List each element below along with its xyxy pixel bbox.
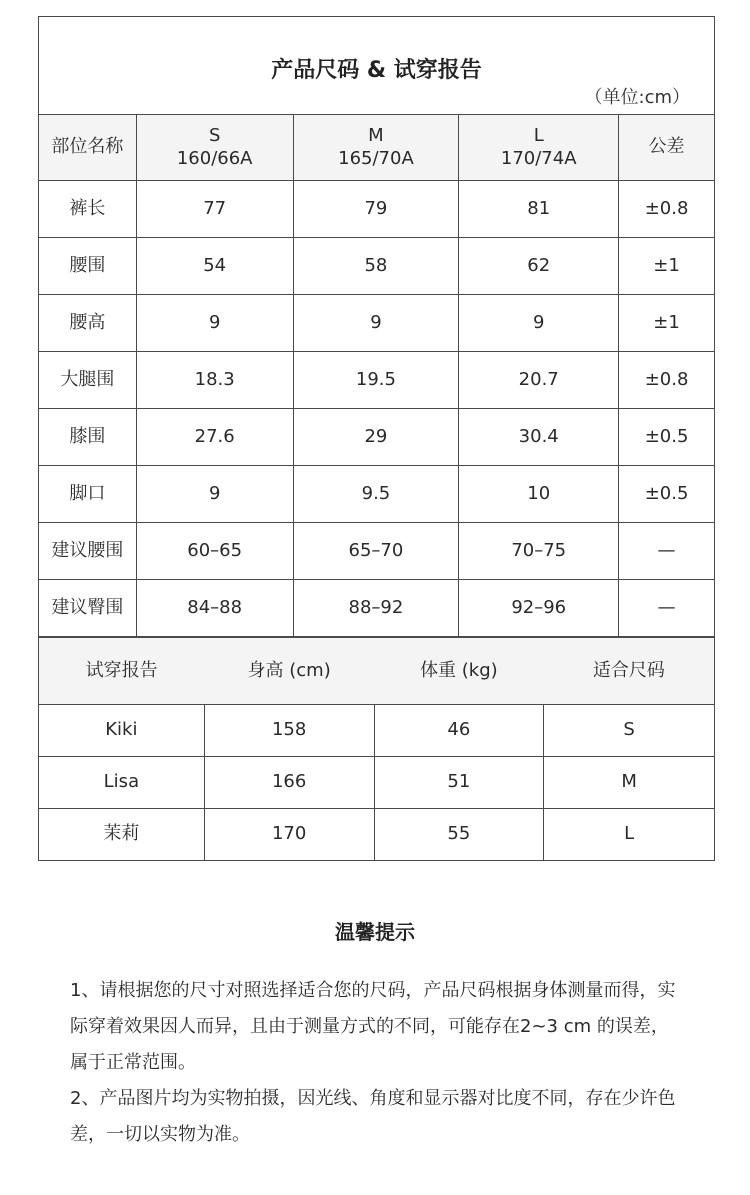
table-cell: 9 xyxy=(293,295,459,352)
table-row xyxy=(39,580,715,637)
table-cell: — xyxy=(619,523,715,580)
table-cell: ±0.8 xyxy=(619,181,715,238)
table-cell: 62 xyxy=(459,238,619,295)
measure-name-cell: 建议臀围 xyxy=(39,580,137,637)
size-header-cell xyxy=(136,115,293,181)
table-cell: 51 xyxy=(374,757,544,809)
measure-name-cell: 膝围 xyxy=(39,409,137,466)
size-header-cell xyxy=(293,115,459,181)
tips-text xyxy=(70,973,684,1153)
table-cell: L xyxy=(544,809,715,861)
size-header-label: L xyxy=(533,125,544,146)
table-cell: 茉莉 xyxy=(39,809,205,861)
table-cell: ±1 xyxy=(619,238,715,295)
size-header-cell xyxy=(459,115,619,181)
table-cell: 65–70 xyxy=(293,523,459,580)
table-cell: 46 xyxy=(374,705,544,757)
table-cell: Lisa xyxy=(39,757,205,809)
tip-item-2: 2、产品图片均为实物拍摄，因光线、角度和显示器对比度不同，存在少许色差，一切以实物为准。 xyxy=(70,1088,676,1145)
size-header-label: 公差 xyxy=(648,136,685,158)
table-cell: 60–65 xyxy=(136,523,293,580)
measure-name-cell: 腰高 xyxy=(39,295,137,352)
table-cell: 84–88 xyxy=(136,580,293,637)
table-cell: 10 xyxy=(459,466,619,523)
tip-item-1: 1、请根据您的尺寸对照选择适合您的尺码，产品尺码根据身体测量而得，实际穿着效果因人而异，且由于测量方式的不同，可能存在2~3 cm 的误差，属于正常范围。 xyxy=(70,980,676,1073)
unit-label: （单位:cm） xyxy=(584,87,690,108)
table-cell: Kiki xyxy=(39,705,205,757)
table-cell: 55 xyxy=(374,809,544,861)
table-cell: 30.4 xyxy=(459,409,619,466)
table-row xyxy=(39,523,715,580)
table-cell: 9 xyxy=(136,295,293,352)
table-cell: M xyxy=(544,757,715,809)
table-cell: 88–92 xyxy=(293,580,459,637)
table-cell: S xyxy=(544,705,715,757)
size-chart-frame xyxy=(38,16,715,861)
table-cell: ±1 xyxy=(619,295,715,352)
table-row xyxy=(39,809,715,861)
size-header-spec: 160/66A xyxy=(176,147,253,169)
table-cell: 58 xyxy=(293,238,459,295)
table-cell: 9 xyxy=(459,295,619,352)
size-header-cell xyxy=(39,115,137,181)
size-header-label: 部位名称 xyxy=(51,136,124,158)
table-row xyxy=(39,757,715,809)
table-row xyxy=(39,352,715,409)
table-cell: ±0.5 xyxy=(619,409,715,466)
measure-name-cell: 脚口 xyxy=(39,466,137,523)
size-header-row xyxy=(39,115,715,181)
table-cell: 54 xyxy=(136,238,293,295)
table-cell: 9 xyxy=(136,466,293,523)
table-cell: 70–75 xyxy=(459,523,619,580)
table-cell: 77 xyxy=(136,181,293,238)
table-cell: — xyxy=(619,580,715,637)
tips-title: 温馨提示 xyxy=(335,920,415,944)
chart-title: 产品尺码 & 试穿报告 xyxy=(271,58,482,83)
table-row xyxy=(39,238,715,295)
table-cell: 81 xyxy=(459,181,619,238)
measure-name-cell: 建议腰围 xyxy=(39,523,137,580)
trial-table xyxy=(38,637,715,861)
table-cell: 158 xyxy=(204,705,374,757)
table-cell: 29 xyxy=(293,409,459,466)
table-cell: ±0.8 xyxy=(619,352,715,409)
table-row xyxy=(39,181,715,238)
table-row xyxy=(39,295,715,352)
table-cell: 19.5 xyxy=(293,352,459,409)
trial-header-cell: 试穿报告 xyxy=(39,638,205,705)
table-cell: 170 xyxy=(204,809,374,861)
table-cell: 92–96 xyxy=(459,580,619,637)
size-header-label: S xyxy=(208,125,221,146)
size-header-spec: 165/70A xyxy=(338,147,414,169)
size-header-spec: 170/74A xyxy=(500,147,577,169)
measure-name-cell: 腰围 xyxy=(39,238,137,295)
table-cell: ±0.5 xyxy=(619,466,715,523)
table-cell: 79 xyxy=(293,181,459,238)
table-cell: 9.5 xyxy=(293,466,459,523)
table-cell: 166 xyxy=(204,757,374,809)
size-table xyxy=(38,114,715,637)
table-cell: 20.7 xyxy=(459,352,619,409)
trial-header-cell: 身高 (cm) xyxy=(204,638,374,705)
measure-name-cell: 裤长 xyxy=(39,181,137,238)
table-row xyxy=(39,705,715,757)
trial-header-row xyxy=(39,638,715,705)
measure-name-cell: 大腿围 xyxy=(39,352,137,409)
trial-header-cell: 体重 (kg) xyxy=(374,638,544,705)
size-header-label: M xyxy=(368,125,384,146)
table-cell: 27.6 xyxy=(136,409,293,466)
table-cell: 18.3 xyxy=(136,352,293,409)
table-row xyxy=(39,466,715,523)
trial-header-cell: 适合尺码 xyxy=(544,638,715,705)
table-row xyxy=(39,409,715,466)
size-header-cell xyxy=(619,115,715,181)
